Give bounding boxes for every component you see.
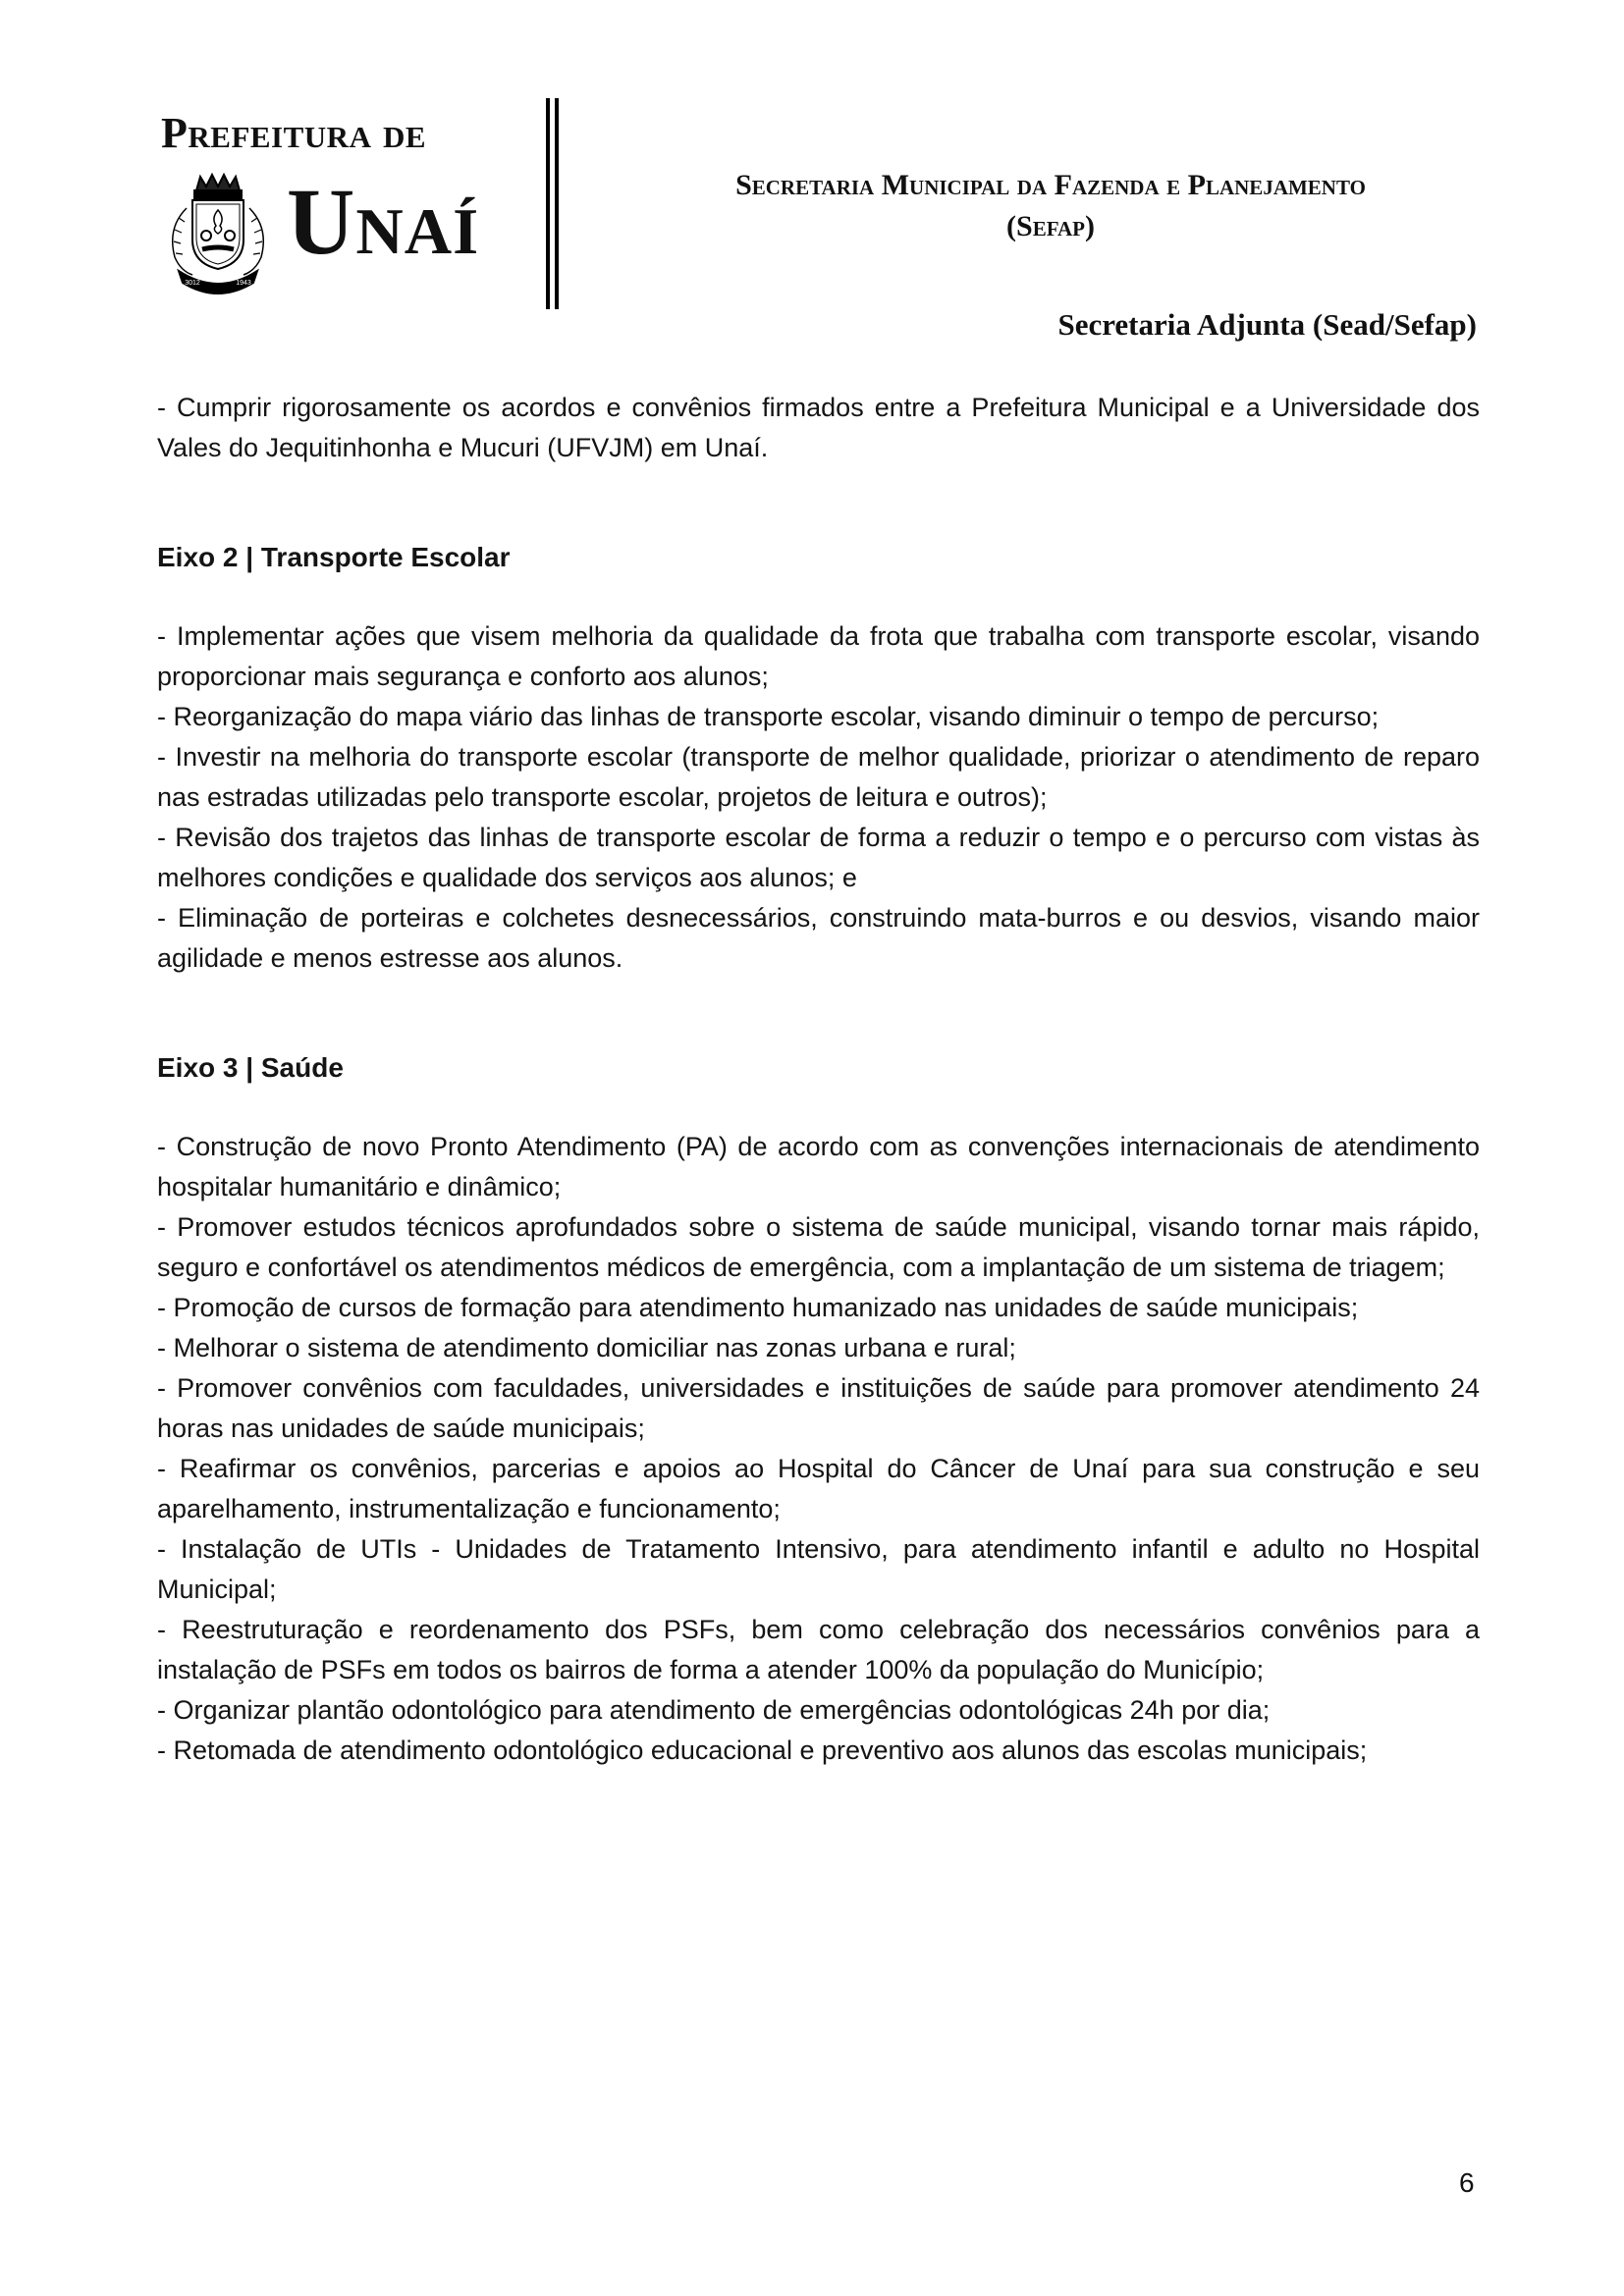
prefeitura-logo <box>157 108 501 304</box>
list-item: - Eliminação de porteiras e colchetes desnecessários, construindo mata-burros e ou desvios, visando maior agilidade e menos estresse aos alunos. <box>157 903 1480 973</box>
section-title-transporte: Eixo 2 | Transporte Escolar <box>157 542 511 572</box>
list-item: - Promover convênios com faculdades, universidades e instituições de saúde para promover atendimento 24 horas nas unidades de saúde municipais; <box>157 1373 1480 1443</box>
list-item: - Reafirmar os convênios, parcerias e apoios ao Hospital do Câncer de Unaí para sua construção e seu aparelhamento, instrumentalização e funcionamento; <box>157 1454 1480 1523</box>
logo-city-name: Unaí <box>287 169 480 274</box>
page-number: 6 <box>1459 2167 1475 2198</box>
crest-year-left: 3012 <box>185 280 200 287</box>
list-item: - Reorganização do mapa viário das linhas de transporte escolar, visando diminuir o tempo de percurso; <box>157 702 1380 731</box>
intro-paragraph: - Cumprir rigorosamente os acordos e convênios firmados entre a Prefeitura Municipal e a Universidade dos Vales do Jequitinhonha e Mucuri (UFVJM) em Unaí. <box>157 393 1480 462</box>
list-item: - Organizar plantão odontológico para atendimento de emergências odontológicas 24h por dia; <box>157 1695 1271 1725</box>
logo-title: Prefeitura de <box>161 109 427 157</box>
header-divider <box>546 98 560 309</box>
list-item: - Investir na melhoria do transporte escolar (transporte de melhor qualidade, priorizar o atendimento de reparo nas estradas utilizadas pelo transporte escolar, projetos de leitura e outros); <box>157 742 1480 812</box>
crest-year-right: 1943 <box>236 280 251 287</box>
list-item: - Reestruturação e reordenamento dos PSFs, bem como celebração dos necessários convênios para a instalação de PSFs em todos os bairros de forma a atender 100% da população do Município; <box>157 1615 1480 1684</box>
list-item: - Revisão dos trajetos das linhas de transporte escolar de forma a reduzir o tempo e o percurso com vistas às melhores condições e qualidade dos serviços aos alunos; e <box>157 823 1480 892</box>
crest-label: UNAÍ <box>207 273 229 283</box>
list-item: - Construção de novo Pronto Atendimento (PA) de acordo com as convenções internacionais de atendimento hospitalar humanitário e dinâmico; <box>157 1132 1480 1201</box>
sub-department: Secretaria Adjunta (Sead/Sefap) <box>1057 307 1477 342</box>
city-crest-icon <box>157 169 275 296</box>
document-body <box>157 388 1480 1771</box>
list-item: - Implementar ações que visem melhoria da qualidade da frota que trabalha com transporte escolar, visando proporcionar mais segurança e conforto aos alunos; <box>157 621 1480 691</box>
list-item: - Retomada de atendimento odontológico educacional e preventivo aos alunos das escolas municipais; <box>157 1735 1368 1765</box>
list-item: - Promoção de cursos de formação para atendimento humanizado nas unidades de saúde municipais; <box>157 1293 1359 1322</box>
department-name <box>609 165 1492 247</box>
department-line-2: (Sefap) <box>1006 210 1095 242</box>
list-item: - Instalação de UTIs - Unidades de Tratamento Intensivo, para atendimento infantil e adulto no Hospital Municipal; <box>157 1534 1480 1604</box>
section-title-saude: Eixo 3 | Saúde <box>157 1052 344 1083</box>
list-item: - Melhorar o sistema de atendimento domiciliar nas zonas urbana e rural; <box>157 1333 1016 1362</box>
list-item: - Promover estudos técnicos aprofundados sobre o sistema de saúde municipal, visando tornar mais rápido, seguro e confortável os atendimentos médicos de emergência, com a implantação de um sistema de triagem; <box>157 1212 1480 1282</box>
department-line-1: Secretaria Municipal da Fazenda e Planejamento <box>735 169 1366 201</box>
